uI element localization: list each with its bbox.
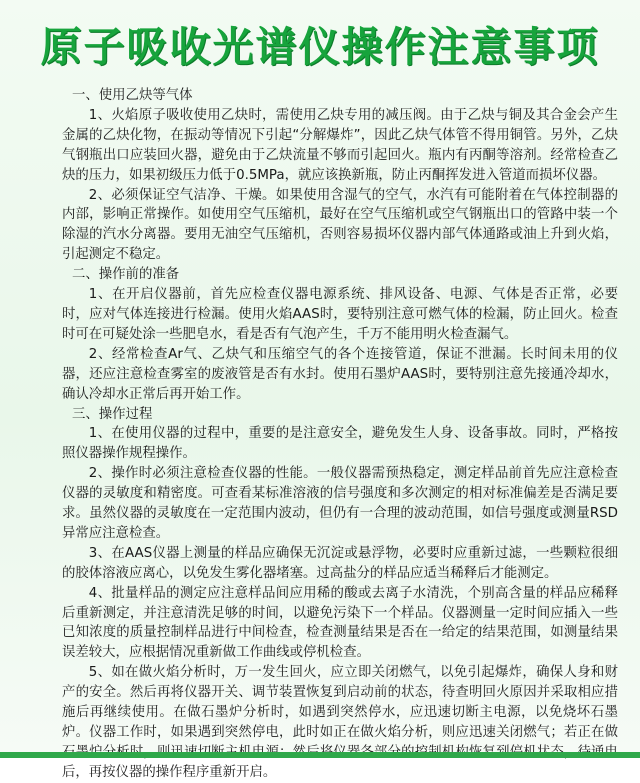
paragraph: 2、操作时必须注意检查仪器的性能。一般仪器需预热稳定，测定样品前首先应注意检查仪器的灵敏度和精密度。可查看某标准溶液的信号强度和多次测定的相对标准偏差是否满足要求。虽然仪器的灵敏度在一定范围内波动，但仍有一合理的波动范围，如信号强度或测量RSD异常应注意检查。 [62, 466, 618, 541]
paragraph: 3、在AAS仪器上测量的样品应确保无沉淀或悬浮物，必要时应重新过滤，一些颗粒很细的胶体溶液应离心，以免发生雾化器堵塞。过高盐分的样品应适当稀释后才能测定。 [62, 545, 618, 581]
paragraph: 2、经常检查Ar气、乙炔气和压缩空气的各个连接管道，保证不泄漏。长时间未用的仪器，还应注意检查雾室的废液管是否有水封。使用石墨炉AAS时，要特别注意先接通冷却水，确认冷却水正常后再开始工作。 [62, 346, 618, 402]
page-title: 原子吸收光谱仪操作注意事项 [40, 23, 600, 71]
bottom-border [0, 752, 640, 758]
paragraph: 5、如在做火焰分析时，万一发生回火，应立即关闭燃气，以免引起爆炸，确保人身和财产的安全。然后再将仪器开关、调节装置恢复到启动前的状态，待查明回火原因并采取相应措施后再继续使用。在做石墨炉分析时，如遇到突然停水，应迅速切断主电源，以免烧坏石墨炉。仪器工作时，如果遇到突然停电，此时如正在做火焰分析，则应迅速关闭燃气；若正在做 后，再按仪器的操作程序重新开启。 [62, 665, 618, 780]
section-heading: 二、操作前的准备 [72, 267, 180, 283]
paragraph: 1、在使用仪器的过程中，重要的是注意安全，避免发生人身、设备事故。同时，严格按照仪器操作规程操作。 [62, 426, 618, 462]
paragraph: 1、在开启仪器前，首先应检查仪器电源系统、排风设备、电源、气体是否正常，必要时，应对气体连接进行检漏。使用火焰AAS时，要特别注意可燃气体的检漏，防止回火。检查时可在可疑处涂一些肥皂水，看是否有气泡产生，千万不能用明火检查漏气。 [62, 287, 618, 342]
paragraph: 1、火焰原子吸收使用乙炔时，需使用乙炔专用的减压阀。由于乙炔与铜及其合金会产生金属的乙炔化物，在振动等情况下引起“分解爆炸”，因此乙炔气体管不得用铜管。另外，乙炔气钢瓶出口应装回火器，避免由于乙炔流量不够而引起回火。瓶内有丙酮等溶剂。经常检查乙炔的压力，如果初级压力低于0.5MPa，就应该换新瓶，防止丙酮挥发进入管道而损坏仪器。 [62, 107, 618, 183]
content-body [62, 86, 618, 783]
paragraph: 2、必须保证空气洁净、干燥。如果使用含湿气的空气，水汽有可能附着在气体控制器的内部，影响正常操作。如使用空气压缩机，最好在空气压缩机或空气钢瓶出口的管路中装一个除湿的汽水分离器。要用无油空气压缩机，否则容易损坏仪器内部气体通路或油上升到火焰，引起测定不稳定。 [62, 187, 618, 263]
paragraph: 4、批量样品的测定应注意样品间应用稀的酸或去离子水清洗，个别高含量的样品应稀释后重新测定，并注意清洗足够的时间，以避免污染下一个样品。仪器测量一定时间应插入一些已知浓度的质量控制样品进行中间检查，检查测量结果是否在一给定的结果范围，如测量结果误差较大，应根据情况重新做工作曲线或停机检查。 [62, 585, 618, 661]
section-heading: 一、使用乙炔等气体 [72, 88, 193, 103]
section-heading: 三、操作过程 [72, 406, 153, 422]
